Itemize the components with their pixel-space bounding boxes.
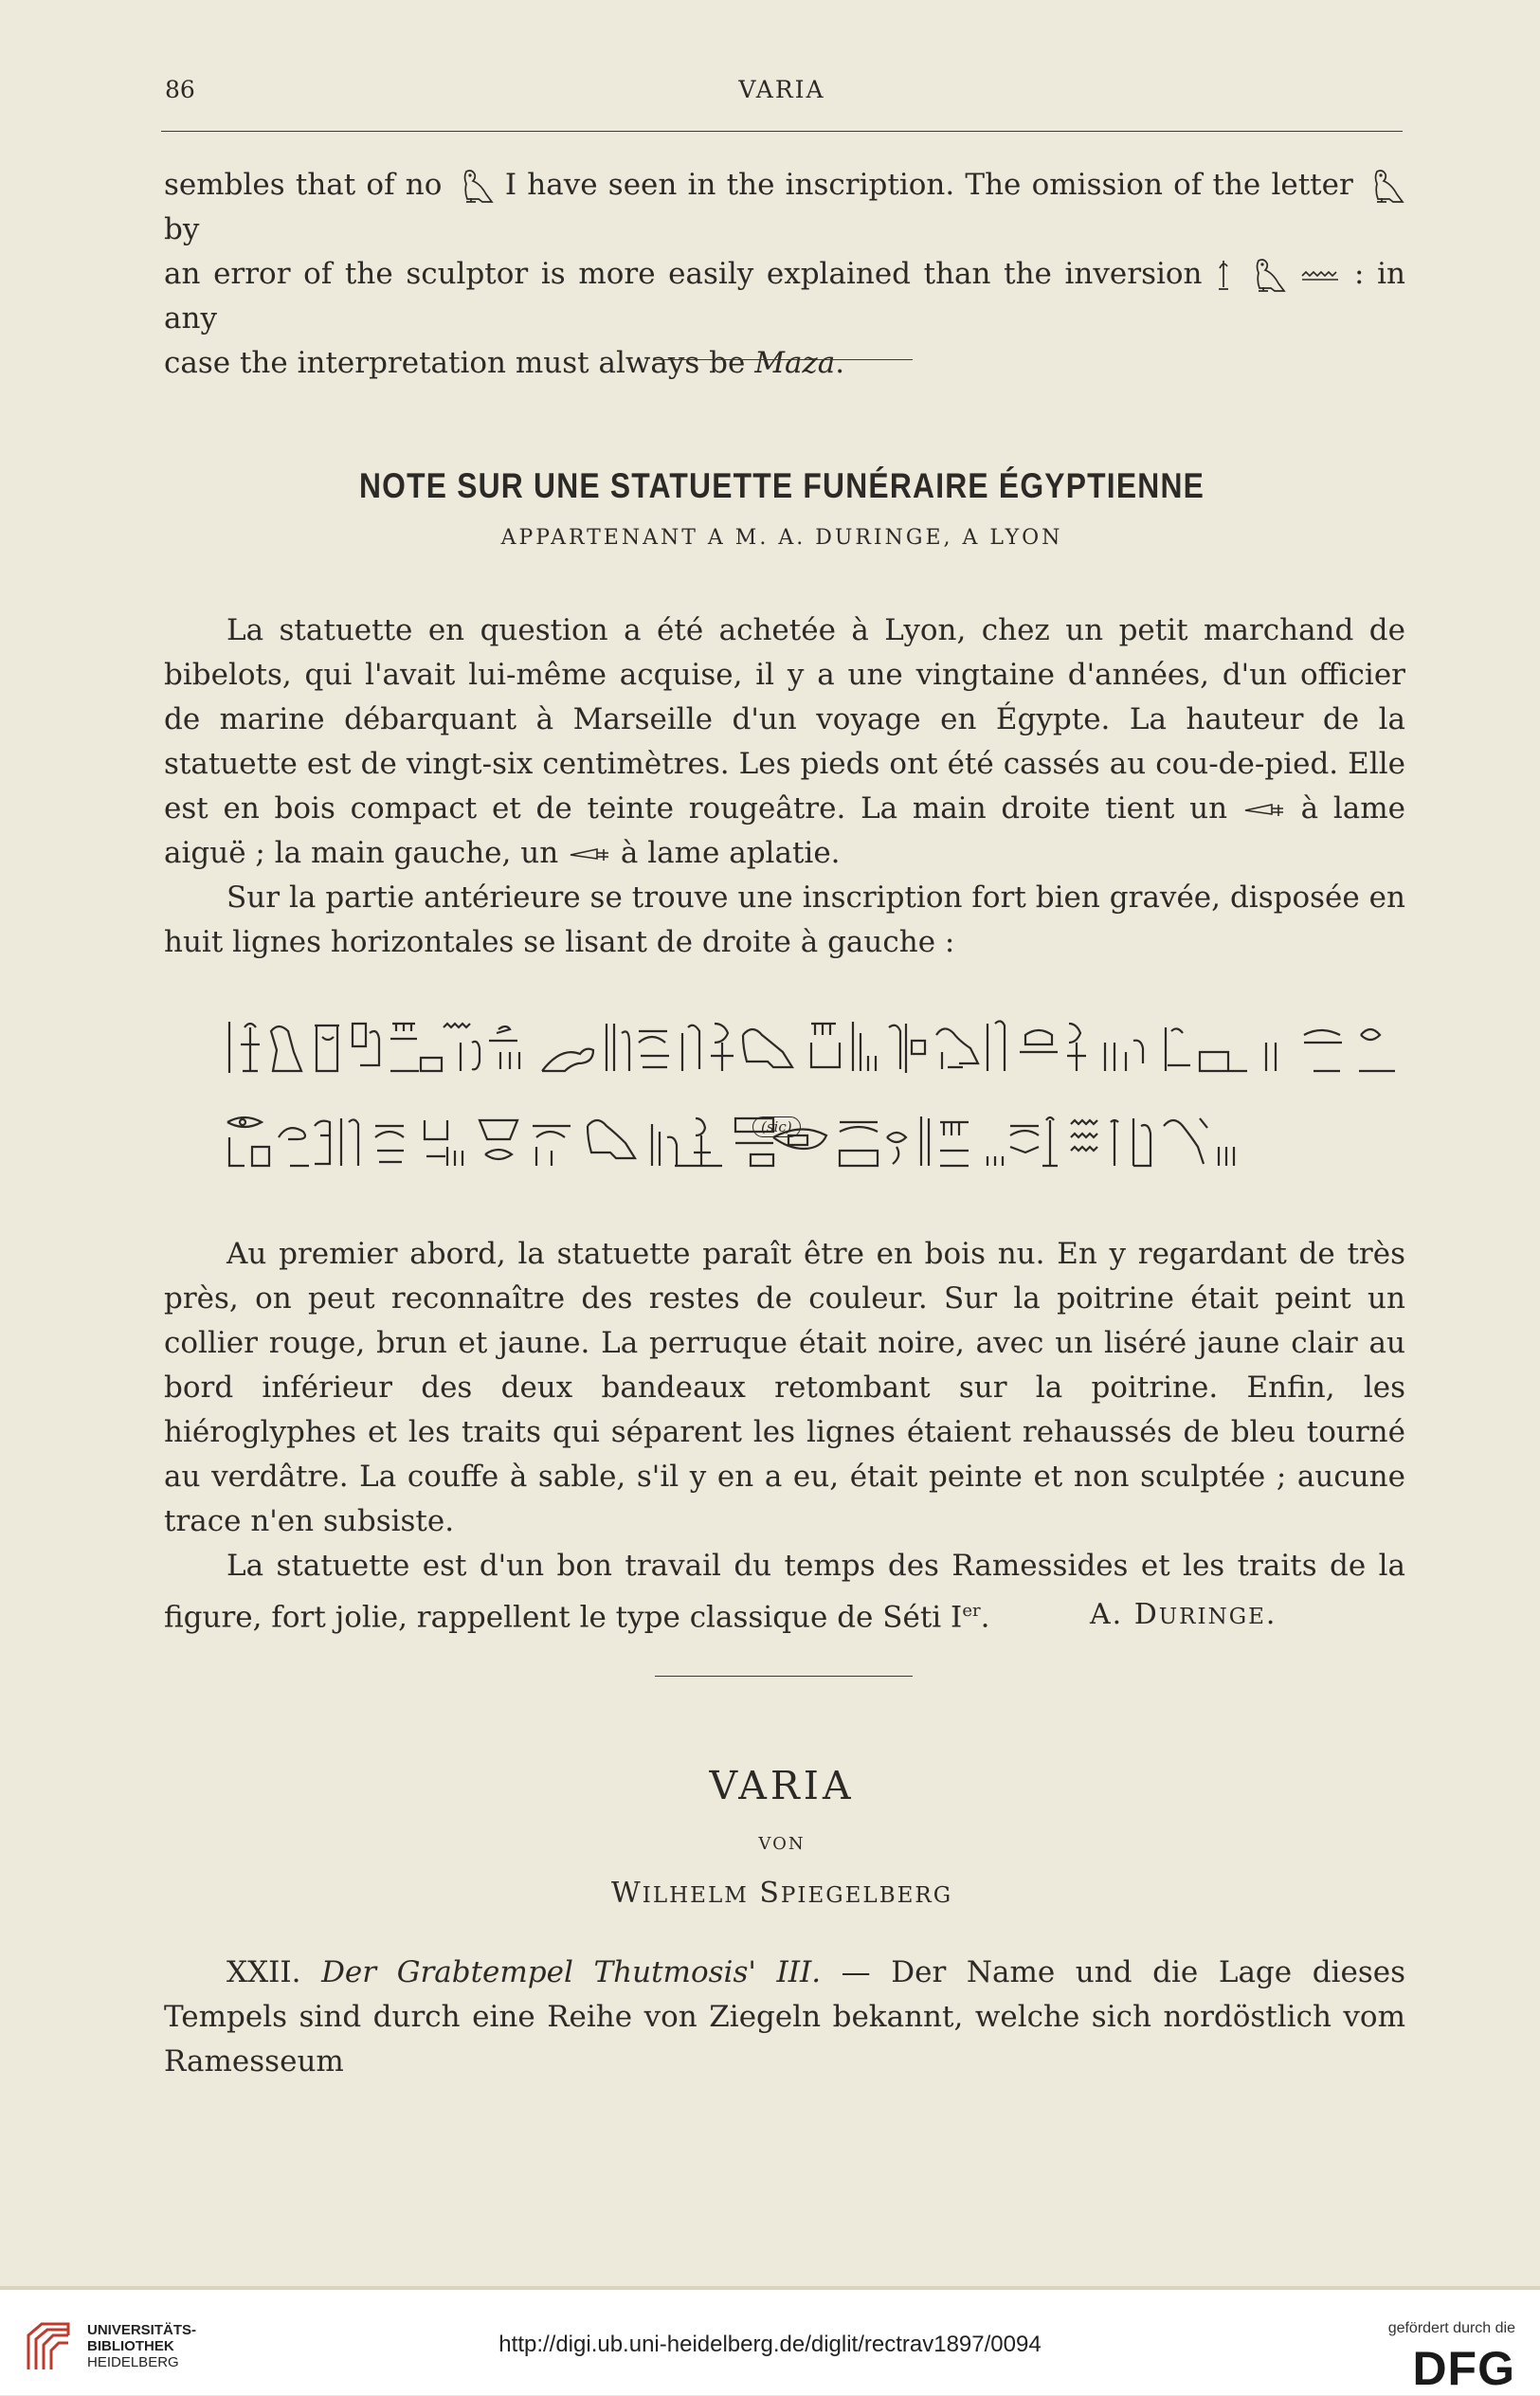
library-name-line: UNIVERSITÄTS-: [87, 2322, 197, 2338]
permalink-url[interactable]: http://digi.ub.uni-heidelberg.de/diglit/rectrav1897/0094: [498, 2332, 1042, 2357]
running-title: VARIA: [738, 76, 825, 103]
section-author: [161, 1877, 1403, 1910]
punctuation: .: [1265, 1598, 1277, 1631]
article-body: [164, 608, 1405, 965]
funding-label: gefördert durch die: [1387, 2320, 1515, 2336]
punctuation: .: [980, 1600, 990, 1635]
dfg-logo-icon[interactable]: DFG: [1412, 2342, 1515, 2395]
article-signature: [1090, 1598, 1277, 1631]
signature-initial: A. D: [1090, 1598, 1159, 1631]
owl-glyph-icon: [1245, 257, 1287, 295]
continuation-text: case the interpretation must always be: [164, 346, 746, 380]
owl-glyph-icon: [453, 168, 495, 206]
hieroglyph-line-1: [224, 1014, 1399, 1080]
author-first-name: ILHELM: [642, 1883, 749, 1908]
author-last-name: PIEGELBERG: [780, 1883, 953, 1908]
section-rule: [655, 1676, 913, 1677]
superscript: er: [962, 1601, 981, 1621]
page-number: 86: [165, 76, 195, 103]
continuation-paragraph: [164, 163, 1405, 386]
punctuation: .: [835, 346, 845, 380]
signature-name: URINGE: [1158, 1605, 1266, 1629]
reed-glyph-icon: [1215, 257, 1232, 295]
article-paragraph: Sur la partie antérieure se trouve une inscription fort bien gravée, disposée en huit lignes horizontales se lisant de droite à gauche :: [164, 880, 1405, 959]
varia-body: [164, 1951, 1405, 2084]
continuation-text: : in any: [164, 257, 1405, 336]
sic-marker: (sic): [752, 1116, 801, 1137]
article-paragraph: à lame aplatie.: [620, 836, 841, 870]
continuation-text: sembles that of no: [164, 168, 443, 202]
footer-divider: [0, 2286, 1540, 2290]
section-title: VARIA: [709, 1763, 855, 1808]
author-initial: S: [759, 1877, 781, 1910]
article-subtitle: APPARTENANT A M. A. DURINGE, A LYON: [500, 526, 1063, 550]
owl-glyph-icon: [1364, 168, 1405, 206]
section-byline-von: VON: [758, 1834, 806, 1854]
knife-glyph-icon: [568, 845, 611, 864]
library-name-line: HEIDELBERG: [87, 2354, 179, 2370]
article-title: NOTE SUR UNE STATUETTE FUNÉRAIRE ÉGYPTIENNE: [358, 466, 1205, 505]
header-rule: [161, 131, 1403, 132]
hieroglyph-line-2: [224, 1109, 1399, 1175]
section-rule: [655, 359, 913, 360]
article-body-continued: [164, 1232, 1405, 1640]
continuation-text: by: [164, 212, 200, 246]
paragraph-number: XXII.: [226, 1955, 301, 1989]
library-name-line: BIBLIOTHEK: [87, 2338, 174, 2354]
running-head: [161, 76, 1403, 114]
article-paragraph: La statuette en question a été achetée à Lyon, chez un petit marchand de bibelots, qui l'avait lui-même acquise, il y a une vingtaine d'années, d'un officier de marine débarquant à Marseille d'un voyage en Égypte. La hauteur de la statuette est de vingt-six centimètres. Les pieds ont été cassés au cou-de-pied. Elle est en bois compact et de teinte rougeâtre. La main droite tient un: [164, 613, 1405, 826]
water-glyph-icon: [1299, 264, 1341, 287]
article-paragraph: Au premier abord, la statuette paraît être en bois nu. En y regardant de très près, on peut reconnaître des restes de couleur. Sur la poitrine était peint un collier rouge, brun et jaune. La perruque était noire, avec un liséré jaune clair au bord inférieur des deux bandeaux retombant sur la poitrine. Enfin, les hiéroglyphes et les traits qui séparent les lignes étaient rehaussés de bleu tourné au verdâtre. La couffe à sable, s'il y en a eu, était peinte et non sculptée ; aucune trace n'en subsiste.: [164, 1237, 1405, 1538]
paragraph-title: Der Grabtempel Thutmosis' III.: [321, 1955, 822, 1989]
continuation-text: an error of the sculptor is more easily explained than the inversion: [164, 257, 1203, 291]
varia-paragraph: — Der Name und die Lage dieses Tempels sind durch eine Reihe von Ziegeln bekannt, welche sich nordöstlich vom Ramesseum: [164, 1955, 1405, 2078]
article-paragraph: à lame aiguë ; la main gauche, un: [164, 791, 1405, 870]
continuation-text: I have seen in the inscription. The omission of the letter: [504, 168, 1353, 202]
knife-glyph-icon: [1242, 801, 1286, 820]
article-paragraph: La statuette est d'un bon travail du temps des Ramessides et les traits de la figure, fort jolie, rappellent le type classique de Séti I: [164, 1549, 1405, 1635]
digitization-footer: [0, 2286, 1540, 2395]
author-initial: W: [610, 1877, 643, 1910]
emphasis-maza: Maza: [754, 346, 836, 380]
